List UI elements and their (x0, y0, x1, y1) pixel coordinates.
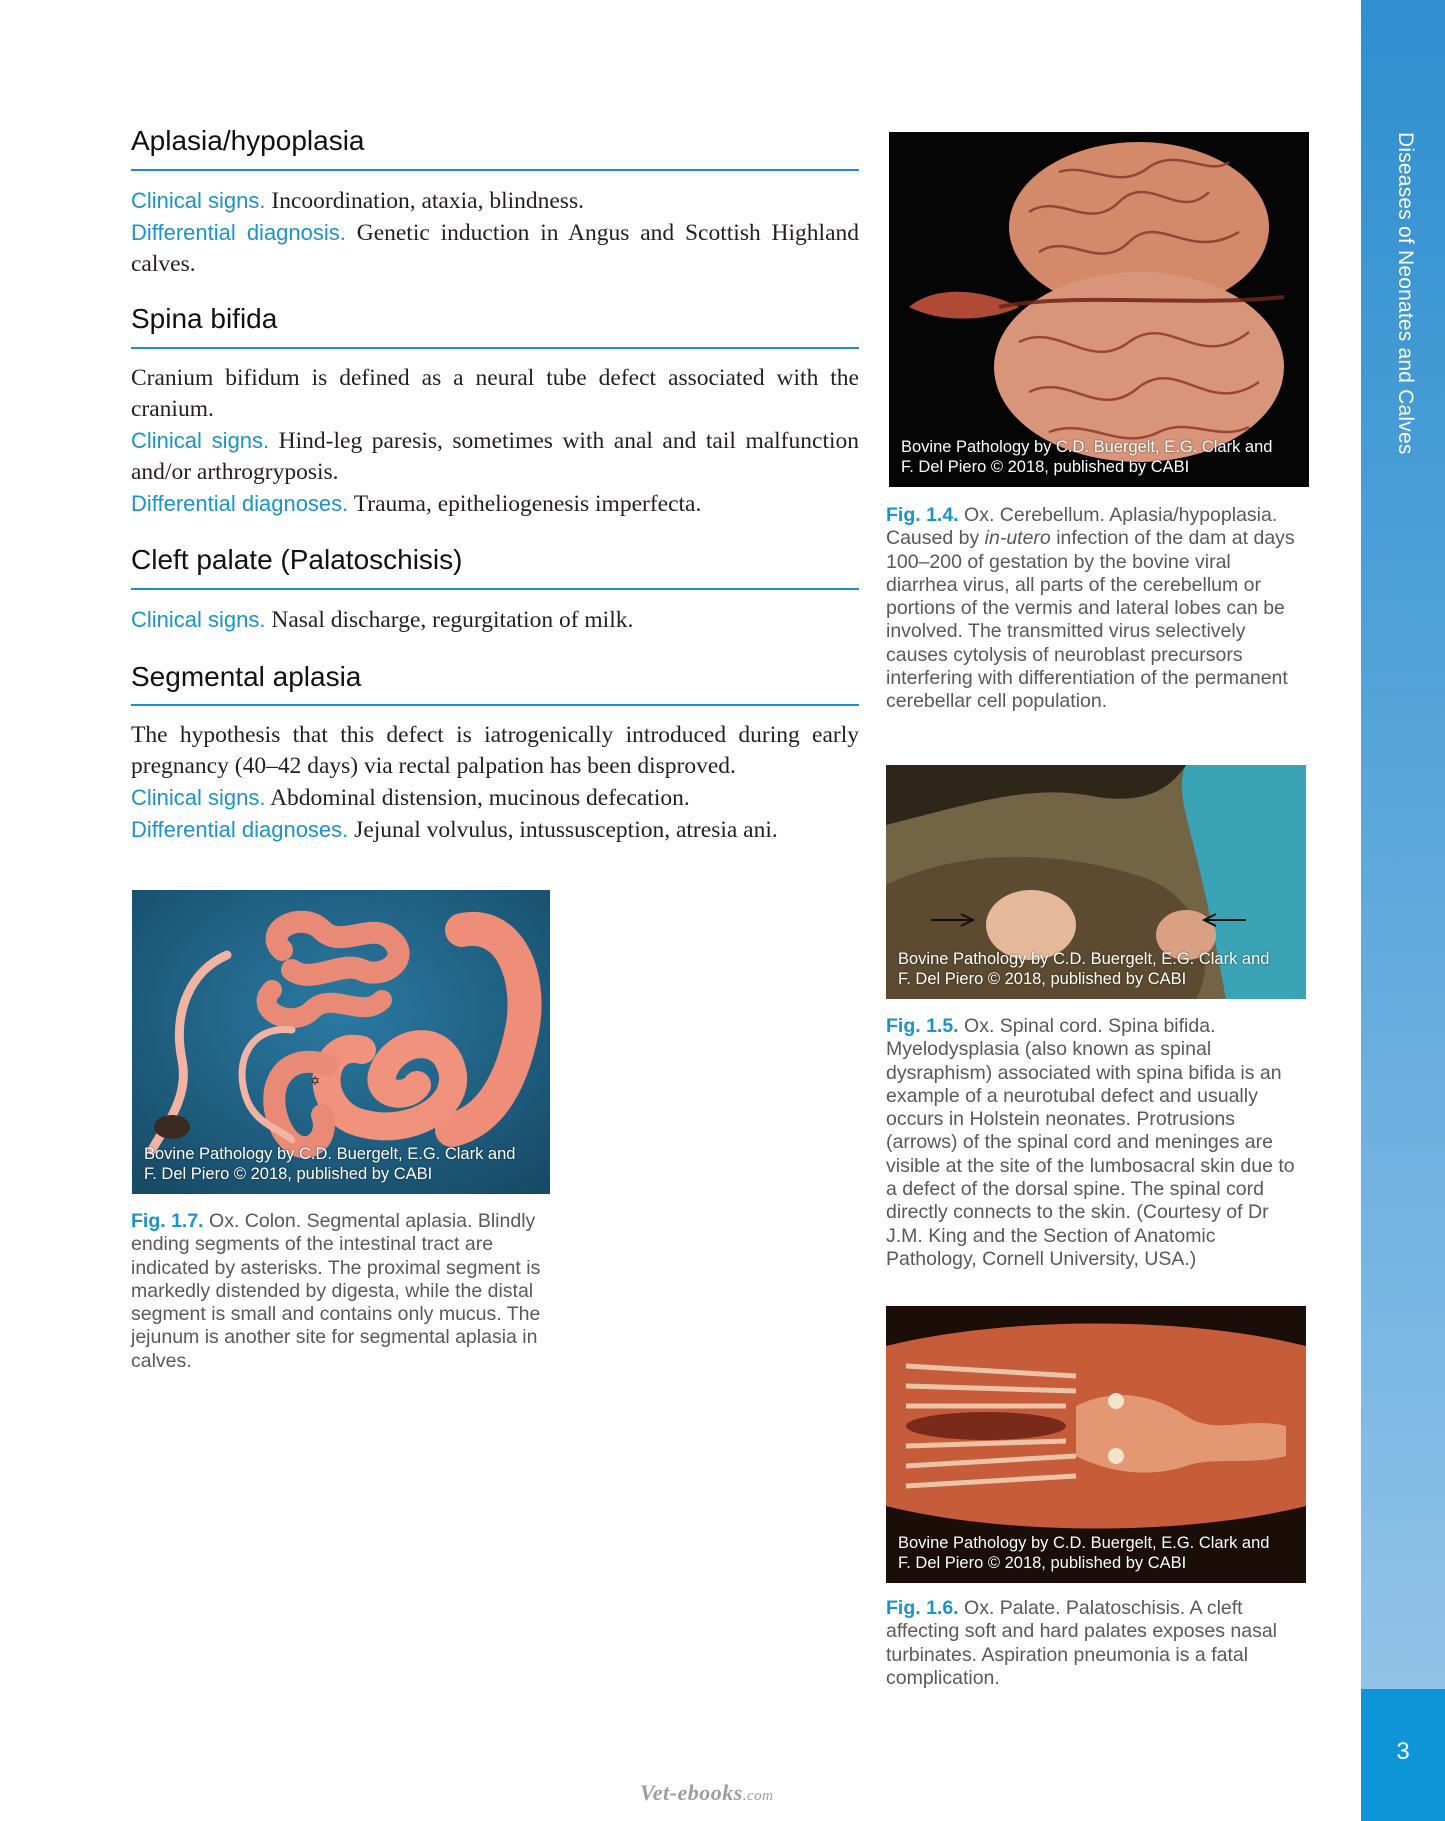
watermark-main: Vet-ebooks (640, 1780, 743, 1805)
differential-text: Trauma, epitheliogenesis imperfecta. (348, 491, 702, 517)
differential-text: Genetic induction in Angus and Scottish Highland calves. (131, 220, 859, 277)
clinical-signs-text: Hind-leg paresis, sometimes with anal and tail malfunction and/or arthrogryposis. (131, 428, 859, 485)
clinical-signs-label: Clinical signs. (131, 785, 266, 810)
segmental-intro: The hypothesis that this defect is iatrogenically introduced during early pregnancy (40–42 days) via rectal palpation has been disproved. (131, 722, 859, 779)
heading-rule (131, 588, 859, 590)
figure-1-4-caption (886, 504, 1306, 714)
heading-rule (131, 347, 859, 349)
heading-cleft-palate: Cleft palate (Palatoschisis) (131, 544, 463, 575)
figure-label: Fig. 1.6. (886, 1597, 959, 1619)
figure-text: Ox. Colon. Segmental aplasia. Blindly ending segments of the intestinal tract are indicated by asterisks. The proximal segment is markedly distended by digesta, while the distal segment is small and contains only mucus. The jejunum is another site for segmental aplasia in calves. (131, 1210, 541, 1372)
heading-aplasia: Aplasia/hypoplasia (131, 125, 365, 156)
spina-intro: Cranium bifidum is defined as a neural tube defect associated with the cranium. (131, 365, 859, 422)
figure-1-6-caption (886, 1597, 1306, 1690)
differential-label: Differential diagnosis. (131, 220, 346, 245)
figure-text-pre: Ox. Cerebellum. Aplasia/hypoplasia. Caused by (886, 504, 1278, 550)
heading-spina-bifida: Spina bifida (131, 303, 278, 334)
figure-label: Fig. 1.4. (886, 504, 959, 526)
figure-1-5-photo (886, 765, 1306, 999)
clinical-signs-text: Abdominal distension, mucinous defecation. (265, 785, 690, 811)
cleft-palate-body (131, 604, 859, 636)
differential-text: Jejunal volvulus, intussusception, atresia ani. (348, 817, 778, 843)
photo-credit: Bovine Pathology by C.D. Buergelt, E.G. Clark and F. Del Piero © 2018, published by CABI (901, 438, 1273, 476)
figure-1-4-photo (889, 132, 1309, 487)
photo-credit: Bovine Pathology by C.D. Buergelt, E.G. Clark and F. Del Piero © 2018, published by CABI (898, 950, 1270, 988)
page-number: 3 (1396, 1738, 1410, 1765)
figure-text: Ox. Palate. Palatoschisis. A cleft affecting soft and hard palates exposes nasal turbinates. Aspiration pneumonia is a fatal complication. (886, 1597, 1277, 1689)
watermark-suffix: .com (742, 1788, 774, 1804)
clinical-signs-label: Clinical signs. (131, 188, 266, 213)
photo-credit: Bovine Pathology by C.D. Buergelt, E.G. Clark and F. Del Piero © 2018, published by CABI (898, 1534, 1270, 1572)
figure-1-7-photo (132, 890, 550, 1194)
chapter-title-text: Diseases of Neonates and Calves (1394, 132, 1417, 455)
differential-label: Differential diagnoses. (131, 817, 349, 842)
figure-1-5-caption (886, 1015, 1306, 1271)
figure-text-post: infection of the dam at days 100–200 of gestation by the bovine viral diarrhea virus, all parts of the cerebellum or portions of the vermis and lateral lobes can be involved. The transmitted virus selectively causes cytolysis of neuroblast precursors interfering with differentiation of the permanent cerebellar cell population. (886, 527, 1295, 713)
clinical-signs-text: Nasal discharge, regurgitation of milk. (265, 607, 634, 633)
clinical-signs-label: Clinical signs. (131, 607, 266, 632)
clinical-signs-label: Clinical signs. (131, 428, 270, 453)
chapter-title-vertical (1361, 132, 1445, 492)
figure-label: Fig. 1.5. (886, 1015, 959, 1037)
heading-rule (131, 704, 859, 706)
vet-ebooks-watermark (640, 1780, 810, 1810)
differential-label: Differential diagnoses. (131, 491, 349, 516)
figure-text-italic: in-utero (984, 527, 1051, 550)
cerebellum-illustration (889, 132, 1309, 487)
segmental-body (131, 720, 859, 846)
figure-text: Ox. Spinal cord. Spina bifida. Myelodysplasia (also known as spinal dysraphism) associated with spina bifida is an example of a neurotubal defect and usually occurs in Holstein neonates. Protrusions (arrows) of the spinal cord and meninges are visible at the site of the lumbosacral skin due to a defect of the dorsal spine. The spinal cord directly connects to the skin. (Courtesy of Dr J.M. King and the Section of Anatomic Pathology, Cornell University, USA.) (886, 1015, 1295, 1270)
photo-credit: Bovine Pathology by C.D. Buergelt, E.G. Clark and F. Del Piero © 2018, published by CABI (144, 1145, 516, 1183)
figure-1-6-photo (886, 1306, 1306, 1583)
heading-segmental-aplasia: Segmental aplasia (131, 661, 362, 692)
svg-text:✡: ✡ (310, 1074, 321, 1088)
aplasia-body (131, 185, 859, 280)
heading-rule (131, 169, 859, 171)
figure-1-7-caption (131, 1210, 551, 1373)
spina-bifida-body (131, 363, 859, 520)
figure-label: Fig. 1.7. (131, 1210, 204, 1232)
clinical-signs-text: Incoordination, ataxia, blindness. (265, 188, 584, 214)
